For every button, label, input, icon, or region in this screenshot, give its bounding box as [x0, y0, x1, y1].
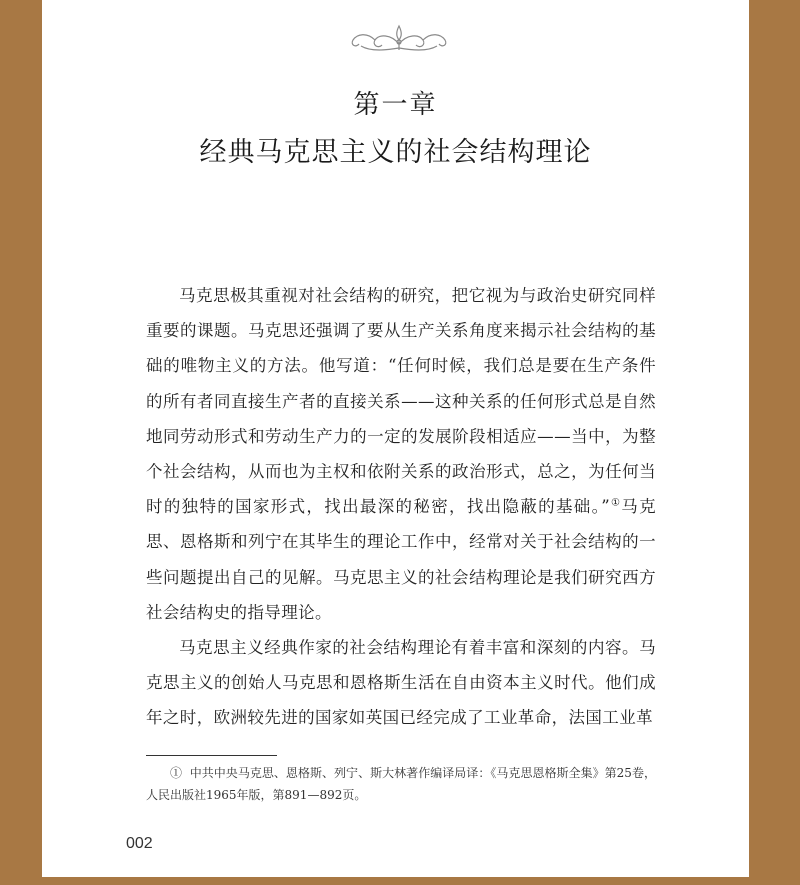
footnote-text: 中共中央马克思、恩格斯、列宁、斯大林著作编译局译：《马克思恩格斯全集》第25卷，人民出版社1965年版，第891—892页。	[146, 766, 656, 802]
footnote-divider	[146, 755, 277, 756]
paragraph	[146, 278, 656, 630]
chapter-number: 第一章	[353, 90, 438, 120]
book-page	[42, 0, 749, 877]
footnote-marker: ①	[170, 766, 183, 780]
paragraph: 马克思主义经典作家的社会结构理论有着丰富和深刻的内容。马克思主义的创始人马克思和恩格斯生活在自由资本主义时代。他们成年之时，欧洲较先进的国家如英国已经完成了工业革命，法国工业革	[146, 638, 656, 728]
page-number: 002	[126, 835, 153, 852]
chapter-title: 经典马克思主义的社会结构理论	[199, 137, 592, 168]
body-text	[146, 278, 656, 736]
footnote-reference[interactable]: ①	[610, 497, 622, 509]
paragraph-text: 马克思、恩格斯和列宁在其毕生的理论工作中，经常对关于社会结构的一些问题提出自己的见解。马克思主义的社会结构理论是我们研究西方社会结构史的指导理论。	[146, 497, 656, 622]
paragraph-text: 马克思极其重视对社会结构的研究，把它视为与政治史研究同样重要的课题。马克思还强调了要从生产关系角度来揭示社会结构的基础的唯物主义的方法。他写道：“任何时候，我们总是要在生产条件的所有者同直接生产者的直接关系——这种关系的任何形式总是自然地同劳动形式和劳动生产力的一定的发展阶段相适应——当中，为整个社会结构，从而也为主权和依附关系的政治形式，总之，为任何当时的独特的国家形式，找出最深的秘密，找出隐蔽的基础。”	[146, 286, 656, 517]
decorative-flourish-icon	[347, 22, 451, 54]
footnote	[146, 762, 656, 806]
